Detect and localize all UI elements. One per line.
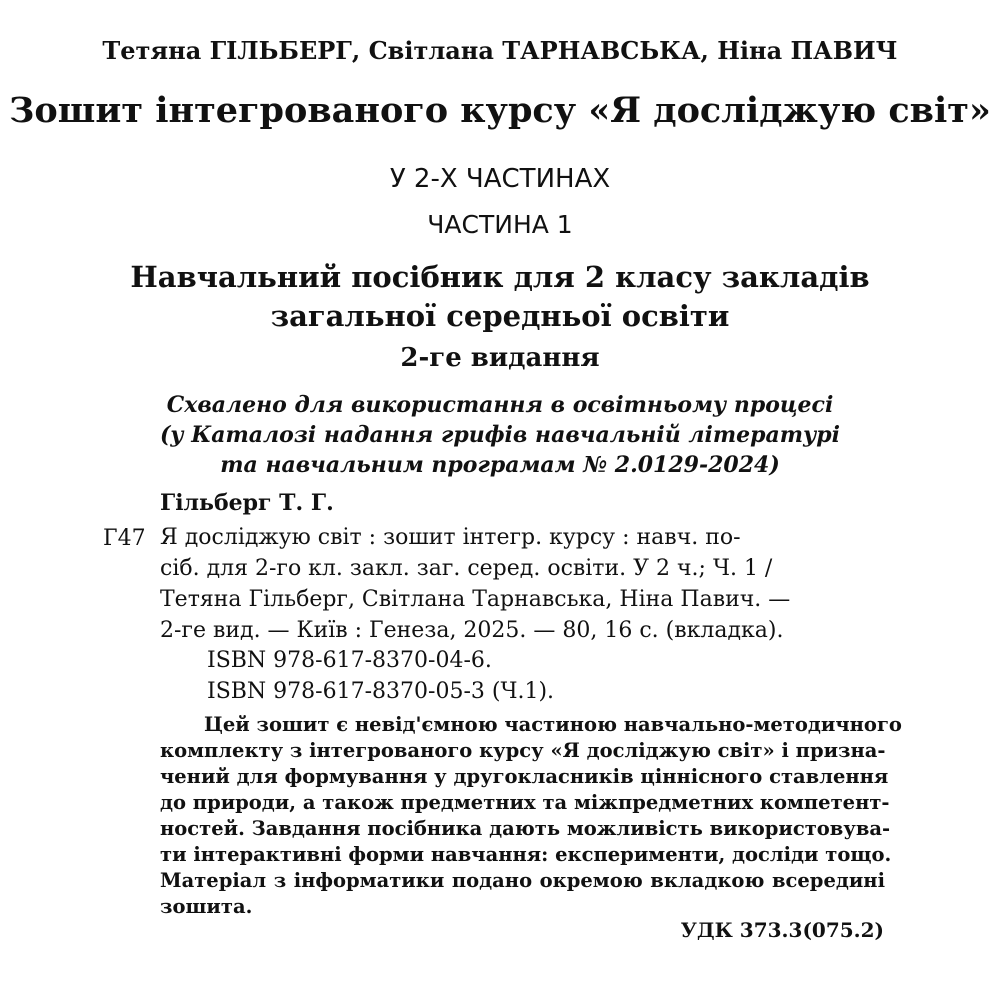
isbn-set: ISBN 978-617-8370-04-6. xyxy=(207,648,492,673)
annotation xyxy=(160,712,902,920)
isbn-part: ISBN 978-617-8370-05-3 (Ч.1). xyxy=(207,679,555,704)
approval-line: Схвалено для використання в освітньому процесі xyxy=(166,392,834,418)
biblio-line: 2-ге вид. — Київ : Генеза, 2025. — 80, 16 с. (вкладка). xyxy=(160,618,784,643)
annotation-line: Цей зошит є невід'ємною частиною навчально-методичного xyxy=(204,713,902,736)
subtitle-line: Навчальний посібник для 2 класу закладів xyxy=(130,260,870,294)
udk-code: УДК 373.3(075.2) xyxy=(680,918,884,942)
biblio-line: Я досліджую світ : зошит інтегр. курсу : навч. по- xyxy=(160,525,741,550)
authors: Тетяна ГІЛЬБЕРГ, Світлана ТАРНАВСЬКА, Ніна ПАВИЧ xyxy=(102,36,898,65)
book-title: Зошит інтегрованого курсу «Я досліджую світ» xyxy=(9,90,991,131)
biblio-line: сіб. для 2-го кл. закл. заг. серед. освіти. У 2 ч.; Ч. 1 / xyxy=(160,556,773,581)
annotation-line: чений для формування у другокласників ціннісного ставлення xyxy=(160,765,889,788)
annotation-line: зошита. xyxy=(160,895,253,918)
annotation-line: Матеріал з інформатики подано окремою вкладкою всередині xyxy=(160,869,885,892)
biblio-line: Тетяна Гільберг, Світлана Тарнавська, Ніна Павич. — xyxy=(160,587,791,612)
part-number: ЧАСТИНА 1 xyxy=(427,210,573,239)
annotation-line: до природи, а також предметних та міжпредметних компетент- xyxy=(160,791,890,814)
edition: 2-ге видання xyxy=(400,343,600,373)
approval-line: (у Каталозі надання грифів навчальній літературі xyxy=(160,422,840,448)
subtitle-line: загальної середньої освіти xyxy=(270,299,730,333)
catalog-code: Г47 xyxy=(103,526,146,551)
subtitle xyxy=(0,258,1000,336)
annotation-line: ти інтерактивні форми навчання: експерименти, досліди тощо. xyxy=(160,843,892,866)
approval-line: та навчальним програмам № 2.0129-2024) xyxy=(220,452,780,478)
parts-note: У 2-Х ЧАСТИНАХ xyxy=(389,164,611,194)
annotation-line: комплекту з інтегрованого курсу «Я досліджую світ» і призна- xyxy=(160,739,886,762)
bibliographic-description xyxy=(160,522,885,646)
annotation-line: ностей. Завдання посібника дають можливість використовува- xyxy=(160,817,891,840)
approval-note xyxy=(0,390,1000,480)
catalog-author: Гільберг Т. Г. xyxy=(160,490,334,516)
